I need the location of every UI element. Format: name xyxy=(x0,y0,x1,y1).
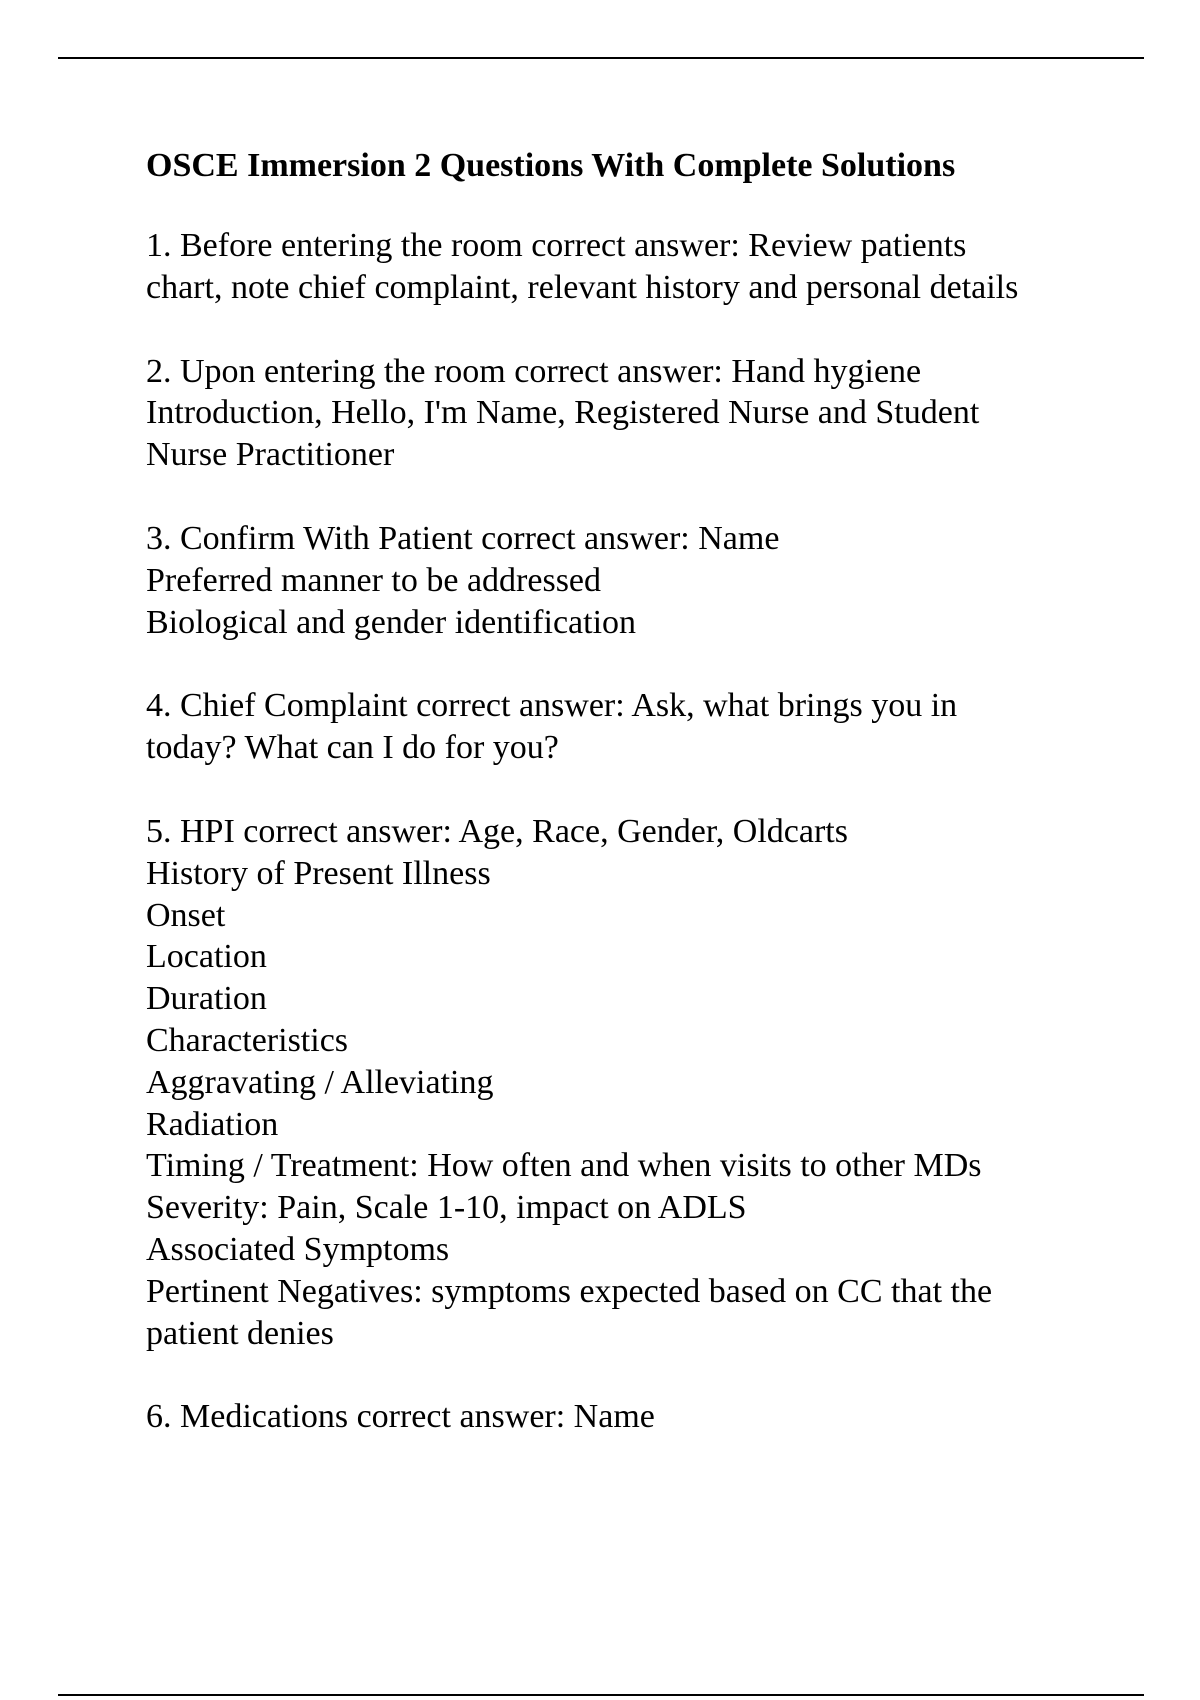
qa-line: Onset xyxy=(146,896,226,934)
qa-item-2 xyxy=(146,351,1106,476)
qa-item-5 xyxy=(146,811,1106,1354)
qa-line: Characteristics xyxy=(146,1021,349,1059)
qa-item-6 xyxy=(146,1396,1106,1438)
qa-line: Preferred manner to be addressed xyxy=(146,561,602,599)
qa-line: History of Present Illness xyxy=(146,854,491,892)
qa-line: Pertinent Negatives: symptoms expected based on CC that the xyxy=(146,1272,993,1310)
qa-line: Biological and gender identification xyxy=(146,603,637,641)
qa-line: Location xyxy=(146,938,267,976)
qa-line: 4. Chief Complaint correct answer: Ask, what brings you in xyxy=(146,687,958,725)
qa-item-3 xyxy=(146,518,1106,643)
qa-line: today? What can I do for you? xyxy=(146,729,559,767)
qa-line: 3. Confirm With Patient correct answer: Name xyxy=(146,519,780,557)
qa-item-1 xyxy=(146,225,1106,309)
document-body xyxy=(146,143,1106,1480)
qa-line: Nurse Practitioner xyxy=(146,436,395,474)
top-rule xyxy=(58,57,1144,59)
qa-line: Radiation xyxy=(146,1105,279,1143)
qa-line: 1. Before entering the room correct answer: Review patients xyxy=(146,227,967,264)
qa-line: patient denies xyxy=(146,1314,334,1352)
qa-item-4 xyxy=(146,685,1106,769)
bottom-rule xyxy=(58,1694,1144,1696)
document-title: OSCE Immersion 2 Questions With Complete Solutions xyxy=(146,147,956,184)
qa-line: 2. Upon entering the room correct answer: Hand hygiene xyxy=(146,352,922,390)
qa-line: Introduction, Hello, I'm Name, Registered Nurse and Student xyxy=(146,394,980,432)
qa-line: Duration xyxy=(146,980,267,1018)
qa-line: chart, note chief complaint, relevant history and personal details xyxy=(146,268,1019,306)
qa-line: Associated Symptoms xyxy=(146,1230,450,1268)
qa-line: 5. HPI correct answer: Age, Race, Gender, Oldcarts xyxy=(146,812,848,850)
qa-line: 6. Medications correct answer: Name xyxy=(146,1398,655,1436)
qa-line: Severity: Pain, Scale 1-10, impact on ADLS xyxy=(146,1189,747,1227)
qa-line: Aggravating / Alleviating xyxy=(146,1063,494,1101)
qa-line: Timing / Treatment: How often and when visits to other MDs xyxy=(146,1147,982,1185)
